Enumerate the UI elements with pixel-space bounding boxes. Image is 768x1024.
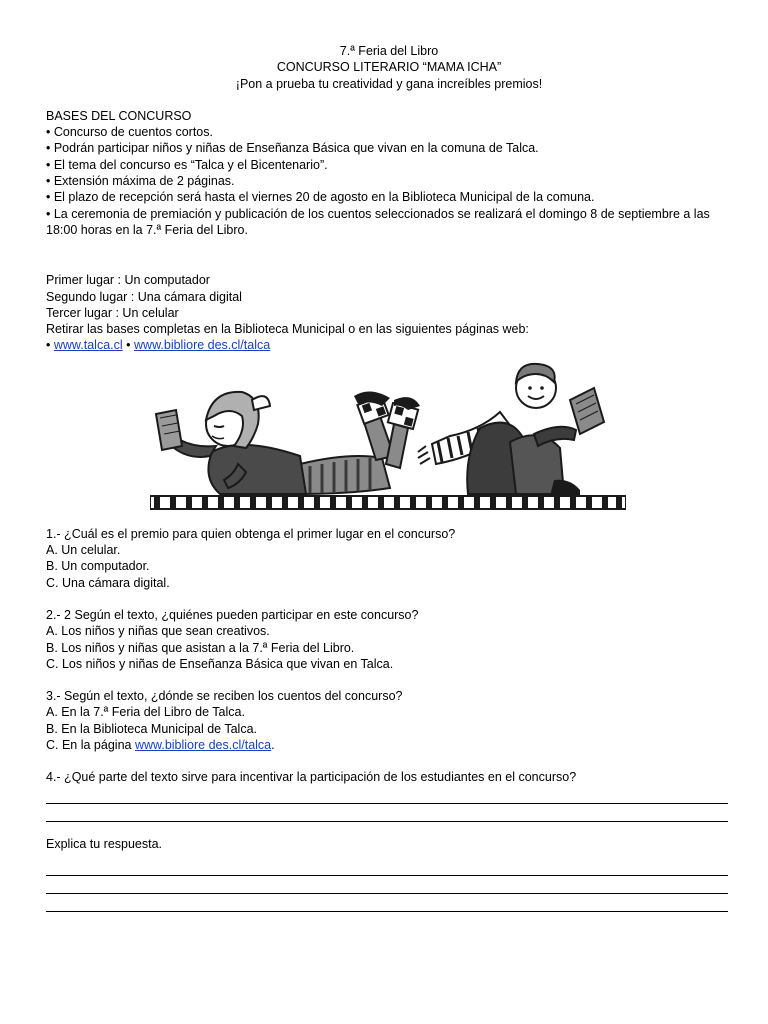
answer-line[interactable] <box>46 786 728 804</box>
bases-bullet-3: • El tema del concurso es “Talca y el Bicentenario”. <box>46 157 328 172</box>
question-3 <box>46 688 732 753</box>
option-b: B. Un computador. <box>46 559 150 574</box>
bases-bullet-4: • Extensión máxima de 2 páginas. <box>46 174 235 189</box>
answer-line[interactable] <box>46 804 728 822</box>
prizes-section <box>46 272 732 353</box>
option-c <box>46 737 732 753</box>
bases-bullet-6: • La ceremonia de premiación y publicación de los cuentos seleccionados se realizará el domingo 8 de septiembre a las 18:00 horas en la 7.ª Feria del Libro. <box>46 206 710 237</box>
bases-bullet-5: • El plazo de recepción será hasta el viernes 20 de agosto en la Biblioteca Municipal de la comuna. <box>46 190 595 205</box>
option-c-prefix: C. En la página <box>46 738 135 753</box>
contest-title: CONCURSO LITERARIO “MAMA ICHA” <box>276 60 502 75</box>
explanation-line[interactable] <box>46 858 728 876</box>
question-text: 3.- Según el texto, ¿dónde se reciben los cuentos del concurso? <box>46 689 403 704</box>
option-c-suffix: . <box>271 738 275 753</box>
bases-title: BASES DEL CONCURSO <box>46 108 192 123</box>
boy-reading-image <box>418 364 604 496</box>
links-separator: • <box>126 338 131 353</box>
worksheet-page <box>46 43 732 912</box>
explanation-line[interactable] <box>46 894 728 912</box>
option-b: B. Los niños y niñas que asistan a la 7.ª Feria del Libro. <box>46 640 355 655</box>
question-text: 1.- ¿Cuál es el premio para quien obtenga el primer lugar en el concurso? <box>46 526 456 541</box>
bibliore-des-link[interactable]: www.bibliore des.cl/talca <box>134 338 271 353</box>
option-c-link[interactable]: www.bibliore des.cl/talca <box>134 738 272 753</box>
contest-slogan: ¡Pon a prueba tu creatividad y gana increíbles premios! <box>235 76 543 91</box>
header <box>46 43 732 92</box>
fair-title: 7.ª Feria del Libro <box>339 44 439 58</box>
question-text: 2.- 2 Según el texto, ¿quiénes pueden participar en este concurso? <box>46 607 419 622</box>
prize-first: Primer lugar : Un computador <box>46 273 210 288</box>
bases-info: Retirar las bases completas en la Biblioteca Municipal o en las siguientes páginas web: <box>46 322 529 337</box>
explain-label: Explica tu respuesta. <box>46 836 163 851</box>
option-c: C. Los niños y niñas de Enseñanza Básica que vivan en Talca. <box>46 656 394 671</box>
option-a: A. Los niños y niñas que sean creativos. <box>46 624 270 639</box>
girl-reading-image <box>156 391 420 494</box>
bases-section <box>46 108 732 238</box>
links-bullet: • <box>46 338 51 353</box>
prize-third: Tercer lugar : Un celular <box>46 305 179 320</box>
explanation-line[interactable] <box>46 876 728 894</box>
reading-children-illustration <box>150 360 626 512</box>
question-2 <box>46 607 732 672</box>
prize-second: Segundo lugar : Una cámara digital <box>46 289 242 304</box>
option-a: A. Un celular. <box>46 543 121 558</box>
links-line <box>46 337 732 353</box>
question-1 <box>46 526 732 591</box>
bench-image <box>150 496 626 509</box>
bases-bullet-1: • Concurso de cuentos cortos. <box>46 125 213 140</box>
talca-link[interactable]: www.talca.cl <box>53 338 123 353</box>
question-text: 4.- ¿Qué parte del texto sirve para incentivar la participación de los estudiantes en el concurso? <box>46 770 577 785</box>
bases-bullet-2: • Podrán participar niños y niñas de Enseñanza Básica que vivan en la comuna de Talca. <box>46 141 539 156</box>
question-4 <box>46 769 732 912</box>
option-c: C. Una cámara digital. <box>46 575 170 590</box>
option-a: A. En la 7.ª Feria del Libro de Talca. <box>46 705 245 720</box>
option-b: B. En la Biblioteca Municipal de Talca. <box>46 721 257 736</box>
